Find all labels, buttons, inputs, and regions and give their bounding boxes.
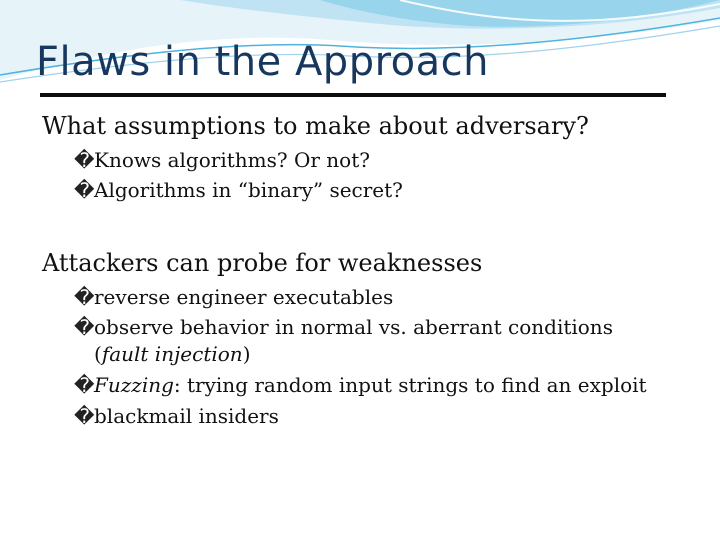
- section2-heading: Attackers can probe for weaknesses: [42, 249, 483, 277]
- list-item-continuation: [94, 342, 251, 366]
- bullet-icon: �: [74, 373, 95, 397]
- list-item-text: reverse engineer executables: [94, 285, 394, 309]
- title-underline-divider: [40, 93, 666, 97]
- list-item: [74, 373, 647, 397]
- list-item: [74, 178, 403, 202]
- paren-open: (: [94, 342, 102, 366]
- bullet-icon: �: [74, 404, 95, 428]
- fault-injection-term: fault injection: [101, 342, 243, 366]
- list-item: [74, 285, 393, 309]
- list-item: [74, 404, 279, 428]
- bullet-icon: �: [74, 178, 95, 202]
- list-item-text: observe behavior in normal vs. aberrant conditions: [94, 315, 613, 339]
- paren-close: ): [242, 342, 251, 366]
- bullet-icon: �: [74, 285, 95, 309]
- slide-title: Flaws in the Approach: [36, 39, 489, 85]
- section1-heading: What assumptions to make about adversary?: [42, 112, 589, 140]
- bullet-icon: �: [74, 315, 95, 339]
- list-item-text: blackmail insiders: [94, 404, 279, 428]
- bullet-icon: �: [74, 148, 95, 172]
- list-item-text: : trying random input strings to find an exploit: [173, 373, 647, 397]
- list-item: [74, 315, 613, 339]
- list-item-text: Algorithms in “binary” secret?: [94, 178, 403, 202]
- list-item-text: Knows algorithms? Or not?: [94, 148, 370, 172]
- fuzzing-term: Fuzzing: [94, 373, 174, 397]
- list-item: [74, 148, 370, 172]
